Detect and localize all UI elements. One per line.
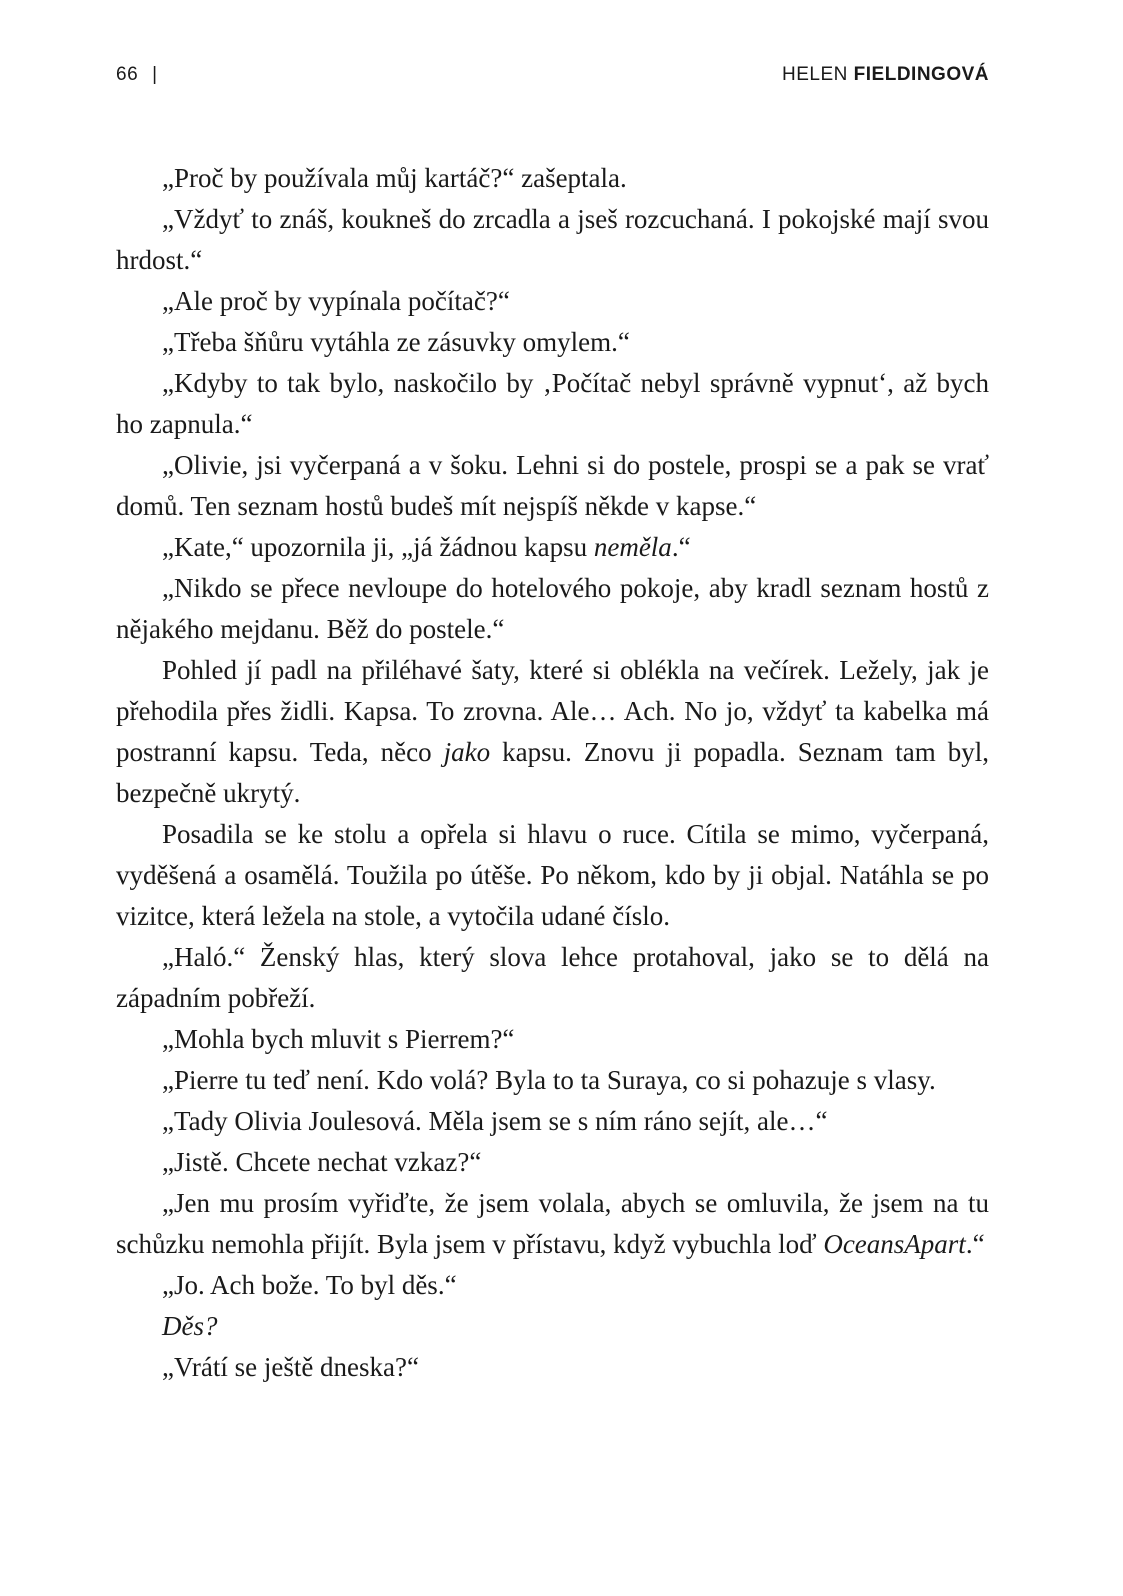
paragraph — [116, 1019, 989, 1060]
italic-text: jako — [443, 737, 491, 767]
text-run: „Jistě. Chcete nechat vzkaz?“ — [162, 1147, 482, 1177]
header-separator: | — [152, 64, 158, 85]
text-run: „Nikdo se přece nevloupe do hotelového pokoje, aby kradl seznam hostů z nějakého mejdanu. Běž do postele.“ — [116, 573, 989, 644]
text-run: „Kdyby to tak bylo, naskočilo by ‚Počítač nebyl správně vypnut‘, až bych ho zapnula.“ — [116, 368, 989, 439]
paragraph — [116, 445, 989, 527]
paragraph — [116, 814, 989, 937]
text-run: „Proč by používala můj kartáč?“ zašeptala. — [162, 163, 627, 193]
paragraph — [116, 1101, 989, 1142]
paragraph — [116, 937, 989, 1019]
paragraph — [116, 1183, 989, 1265]
italic-text: OceansApart — [823, 1229, 966, 1259]
text-run: Posadila se ke stolu a opřela si hlavu o ruce. Cítila se mimo, vyčerpaná, vyděšená a osamělá. Toužila po útěše. Po někom, kdo by ji objal. Natáhla se po vizitce, která ležela na stole, a vytočila udané číslo. — [116, 819, 989, 931]
paragraph — [116, 158, 989, 199]
paragraph — [116, 1142, 989, 1183]
text-run: „Olivie, jsi vyčerpaná a v šoku. Lehni si do postele, prospi se a pak se vrať domů. Ten seznam hostů budeš mít nejspíš někde v kapse.“ — [116, 450, 989, 521]
paragraph — [116, 322, 989, 363]
italic-text: neměla — [593, 532, 672, 562]
author-name — [782, 64, 989, 86]
text-run: „Mohla bych mluvit s Pierrem?“ — [162, 1024, 515, 1054]
page-number-value: 66 — [116, 64, 139, 85]
body-text — [116, 158, 989, 1388]
running-head — [116, 64, 989, 94]
text-run: .“ — [671, 532, 691, 562]
paragraph — [116, 1060, 989, 1101]
text-run: „Vrátí se ještě dneska?“ — [162, 1352, 420, 1382]
text-run: „Ale proč by vypínala počítač?“ — [162, 286, 510, 316]
paragraph — [116, 568, 989, 650]
text-run: „Třeba šňůru vytáhla ze zásuvky omylem.“ — [162, 327, 630, 357]
text-run: „Haló.“ Ženský hlas, který slova lehce protahoval, jako se to dělá na západním pobřeží. — [116, 942, 989, 1013]
text-run: „Pierre tu teď není. Kdo volá? Byla to ta Suraya, co si pohazuje s vlasy. — [162, 1065, 936, 1095]
author-last-name: FIELDINGOVÁ — [853, 64, 989, 85]
text-run: kapsu. Znovu ji popadla. Seznam tam byl, bezpečně ukrytý. — [116, 737, 989, 808]
page-number — [116, 64, 158, 86]
text-run: „Jo. Ach bože. To byl děs.“ — [162, 1270, 457, 1300]
paragraph — [116, 199, 989, 281]
paragraph — [116, 1306, 989, 1347]
paragraph — [116, 1265, 989, 1306]
text-run: „Kate,“ upozornila ji, „já žádnou kapsu — [162, 532, 594, 562]
text-run: „Vždyť to znáš, koukneš do zrcadla a jseš rozcuchaná. I pokojské mají svou hrdost.“ — [116, 204, 989, 275]
paragraph — [116, 650, 989, 814]
paragraph — [116, 1347, 989, 1388]
paragraph — [116, 527, 989, 568]
author-first-name: HELEN — [782, 64, 848, 85]
text-run: „Tady Olivia Joulesová. Měla jsem se s ním ráno sejít, ale…“ — [162, 1106, 828, 1136]
text-run: Pohled jí padl na přiléhavé šaty, které si oblékla na večírek. Ležely, jak je přehodila přes židli. Kapsa. To zrovna. Ale… Ach. No jo, vždyť ta kabelka má postranní kapsu. Teda, něco — [116, 655, 989, 767]
paragraph — [116, 363, 989, 445]
text-run: .“ — [965, 1229, 985, 1259]
paragraph — [116, 281, 989, 322]
italic-text: Děs? — [162, 1311, 218, 1341]
text-run: „Jen mu prosím vyřiďte, že jsem volala, abych se omluvila, že jsem na tu schůzku nemohla přijít. Byla jsem v přístavu, když vybuchla loď — [116, 1188, 989, 1259]
